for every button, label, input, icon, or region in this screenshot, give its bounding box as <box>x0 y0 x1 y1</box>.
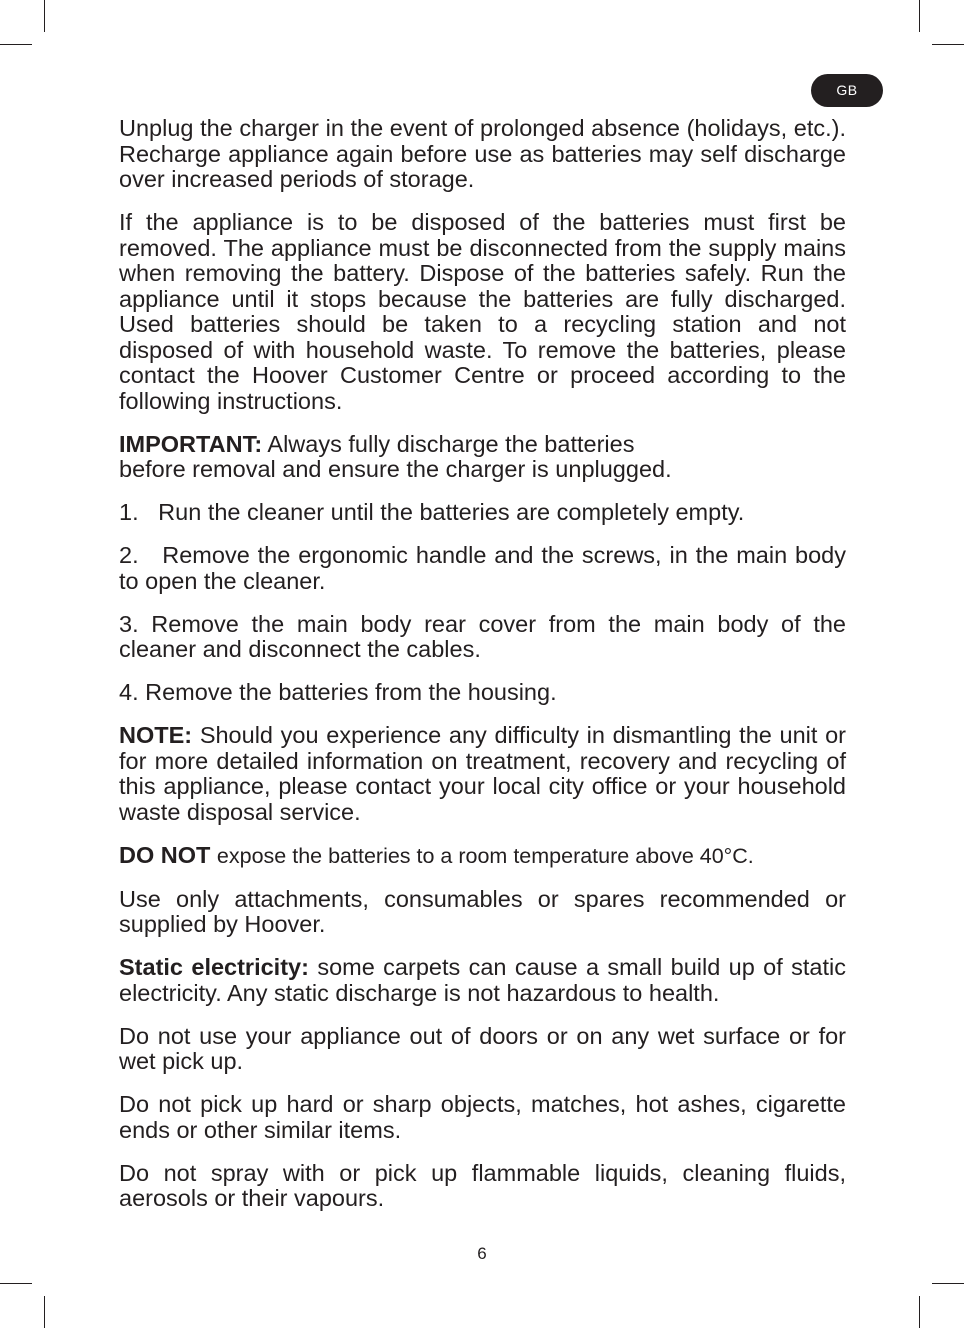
do-not-label: DO NOT <box>119 841 211 868</box>
crop-mark-bottom-right-horizontal <box>932 1283 964 1284</box>
crop-mark-top-right-horizontal <box>932 44 964 45</box>
paragraph-note <box>119 723 846 825</box>
step-2: 2. Remove the ergonomic handle and the screws, in the main body to open the cleaner. <box>119 542 853 594</box>
paragraph-do-not <box>119 843 846 870</box>
crop-mark-bottom-right-vertical <box>919 1296 920 1328</box>
static-text: some carpets can cause a small build up of static electricity. Any static discharge is not hazardous to health. <box>119 954 846 1006</box>
language-badge: GB <box>811 74 883 107</box>
crop-mark-top-left-horizontal <box>0 44 32 45</box>
important-line-1: Always fully discharge the batteries <box>267 430 635 457</box>
paragraph-flammable: Do not spray with or pick up flammable liquids, cleaning fluids, aerosols or their vapours. <box>119 1159 846 1211</box>
paragraph-unplug-charger: Unplug the charger in the event of prolonged absence (holidays, etc.). Recharge appliance again before use as batteries may self discharge over increased periods of storage. <box>119 115 846 192</box>
crop-mark-bottom-left-vertical <box>44 1296 45 1328</box>
note-text: Should you experience any difficulty in dismantling the unit or for more detailed information on treatment, recovery and recycling of this appliance, please contact your local city office or your household waste disposal service. <box>119 722 846 825</box>
paragraph-sharp-objects: Do not pick up hard or sharp objects, matches, hot ashes, cigarette ends or other similar items. <box>119 1091 846 1143</box>
note-label: NOTE: <box>119 722 193 748</box>
do-not-text: expose the batteries to a room temperature above 40°C. <box>216 843 754 868</box>
step-3: 3. Remove the main body rear cover from the main body of the cleaner and disconnect the cables. <box>119 610 846 662</box>
page-body <box>119 115 853 1229</box>
paragraph-disposal: If the appliance is to be disposed of the batteries must first be removed. The appliance must be disconnected from the supply mains when removing the battery. Dispose of the batteries safely. Run the appliance until it stops because the batteries are fully discharged. Used batteries should be taken to a recycling station and not disposed of with household waste. To remove the batteries, please contact the Hoover Customer Centre or proceed according to the following instructions. <box>119 209 846 414</box>
paragraph-outdoors: Do not use your appliance out of doors or on any wet surface or for wet pick up. <box>119 1022 846 1074</box>
crop-mark-bottom-left-horizontal <box>0 1283 32 1284</box>
paragraph-attachments: Use only attachments, consumables or spares recommended or supplied by Hoover. <box>119 885 846 937</box>
paragraph-important <box>119 432 846 483</box>
paragraph-static <box>119 955 846 1006</box>
crop-mark-top-right-vertical <box>919 0 920 32</box>
important-label: IMPORTANT: <box>119 430 263 457</box>
important-line-2: before removal and ensure the charger is unplugged. <box>119 456 672 482</box>
static-label: Static electricity: <box>119 954 309 980</box>
crop-mark-top-left-vertical <box>44 0 45 32</box>
page-number: 6 <box>477 1244 487 1263</box>
step-1: 1. Run the cleaner until the batteries are completely empty. <box>119 499 745 525</box>
step-4: 4. Remove the batteries from the housing. <box>119 679 557 705</box>
